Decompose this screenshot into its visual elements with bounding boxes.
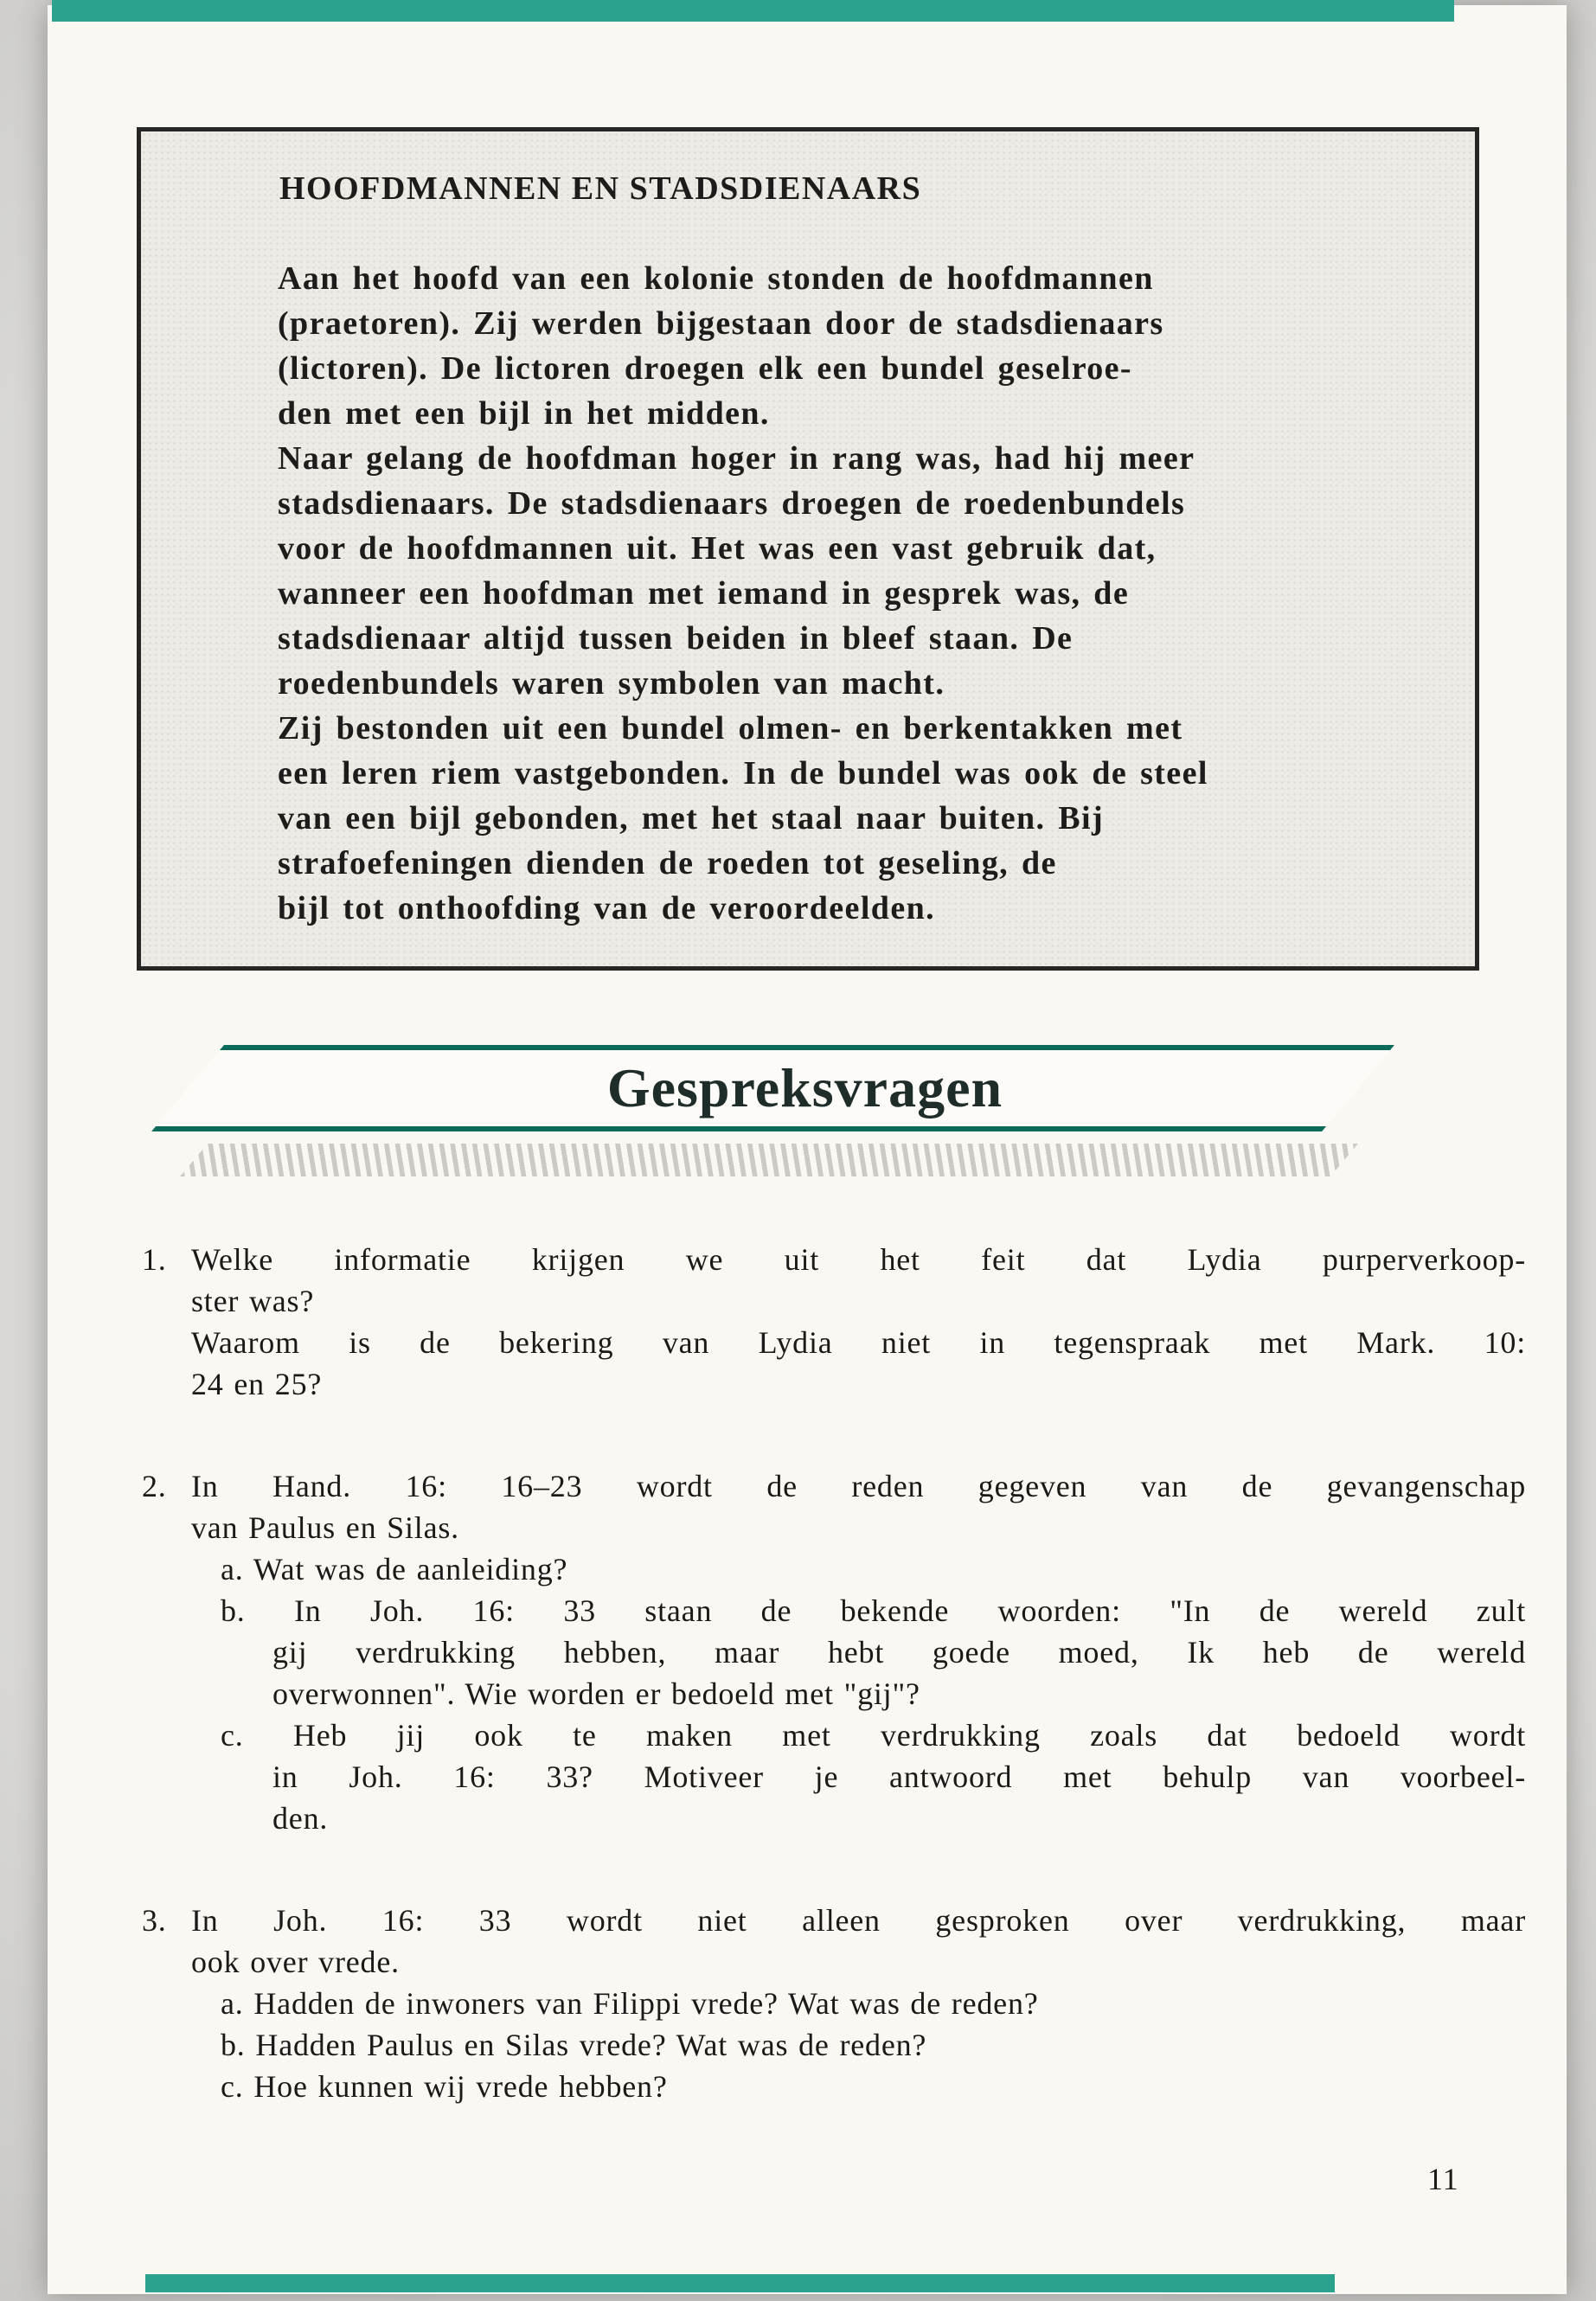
text-line: c. Hoe kunnen wij vrede hebben? — [221, 2069, 668, 2104]
text-line: roedenbundels waren symbolen van macht. — [278, 665, 945, 702]
text-line: 24 en 25? — [191, 1367, 323, 1401]
text-line: ster was? — [191, 1284, 315, 1318]
question-number: 3. — [142, 1903, 167, 1938]
question-body — [191, 1900, 1526, 2107]
text-line: een leren riem vastgebonden. In de bundel was ook de steel — [278, 755, 1208, 792]
question-item — [142, 1239, 1526, 1405]
text-line: stadsdienaars. De stadsdienaars droegen de roedenbundels — [278, 485, 1186, 522]
question-item — [142, 1900, 1526, 2107]
top-edge-bar — [52, 0, 1454, 22]
section-title: Gespreksvragen — [606, 1057, 1003, 1118]
text-line: voor de hoofdmannen uit. Het was een vast gebruik dat, — [278, 530, 1157, 567]
question-item — [142, 1465, 1526, 1839]
text-line: In Joh. 16: 33 wordt niet alleen gesproken over verdrukking, maar — [191, 1903, 1526, 1938]
question-number: 2. — [142, 1469, 167, 1503]
question-number: 1. — [142, 1242, 167, 1277]
text-line: van een bijl gebonden, met het staal naar buiten. Bij — [278, 800, 1105, 836]
question-body — [191, 1465, 1526, 1839]
info-box-body — [141, 256, 1376, 931]
text-line: overwonnen". Wie worden er bedoeld met "gij"? — [272, 1676, 920, 1711]
text-line: Welke informatie krijgen we uit het feit dat Lydia purperverkoop- — [191, 1242, 1526, 1277]
text-line: b. In Joh. 16: 33 staan de bekende woorden: "In de wereld zult — [221, 1593, 1526, 1628]
bottom-edge-bar — [145, 2274, 1335, 2292]
text-line: a. Wat was de aanleiding? — [221, 1552, 568, 1586]
text-line: gij verdrukking hebben, maar hebt goede moed, Ik heb de wereld — [272, 1635, 1526, 1670]
text-line: den met een bijl in het midden. — [278, 395, 770, 432]
text-line: strafoefeningen dienden de roeden tot geseling, de — [278, 845, 1057, 881]
text-line: bijl tot onthoofding van de veroordeelden. — [278, 890, 936, 926]
text-line: Aan het hoofd van een kolonie stonden de hoofdmannen — [278, 260, 1154, 297]
text-line: stadsdienaar altijd tussen beiden in bleef staan. De — [278, 620, 1074, 657]
info-box — [137, 127, 1479, 971]
text-line: in Joh. 16: 33? Motiveer je antwoord met behulp van voorbeel- — [272, 1759, 1526, 1794]
text-line: (lictoren). De lictoren droegen elk een bundel geselroe- — [278, 350, 1132, 387]
section-banner-ribbon — [151, 1045, 1394, 1131]
text-line: Zij bestonden uit een bundel olmen- en berkentakken met — [278, 710, 1183, 747]
page-number: 11 — [1427, 2162, 1459, 2196]
text-line: c. Heb jij ook te maken met verdrukking zoals dat bedoeld wordt — [221, 1718, 1526, 1753]
text-line: ook over vrede. — [191, 1945, 400, 1979]
text-line: Waarom is de bekering van Lydia niet in tegenspraak met Mark. 10: — [191, 1325, 1526, 1360]
question-body — [191, 1239, 1526, 1405]
info-box-title: HOOFDMANNEN EN STADSDIENAARS — [279, 170, 922, 207]
text-line: a. Hadden de inwoners van Filippi vrede? Wat was de reden? — [221, 1986, 1039, 2021]
text-line: van Paulus en Silas. — [191, 1510, 459, 1545]
text-line: (praetoren). Zij werden bijgestaan door de stadsdienaars — [278, 305, 1164, 342]
text-line: b. Hadden Paulus en Silas vrede? Wat was de reden? — [221, 2028, 927, 2062]
question-list — [142, 1239, 1526, 2168]
text-line: wanneer een hoofdman met iemand in gesprek was, de — [278, 575, 1130, 612]
text-line: Naar gelang de hoofdman hoger in rang was, had hij meer — [278, 440, 1195, 477]
banner-shadow-hatch — [180, 1144, 1358, 1176]
text-line: den. — [272, 1801, 329, 1836]
text-line: In Hand. 16: 16–23 wordt de reden gegeven van de gevangenschap — [191, 1469, 1526, 1503]
